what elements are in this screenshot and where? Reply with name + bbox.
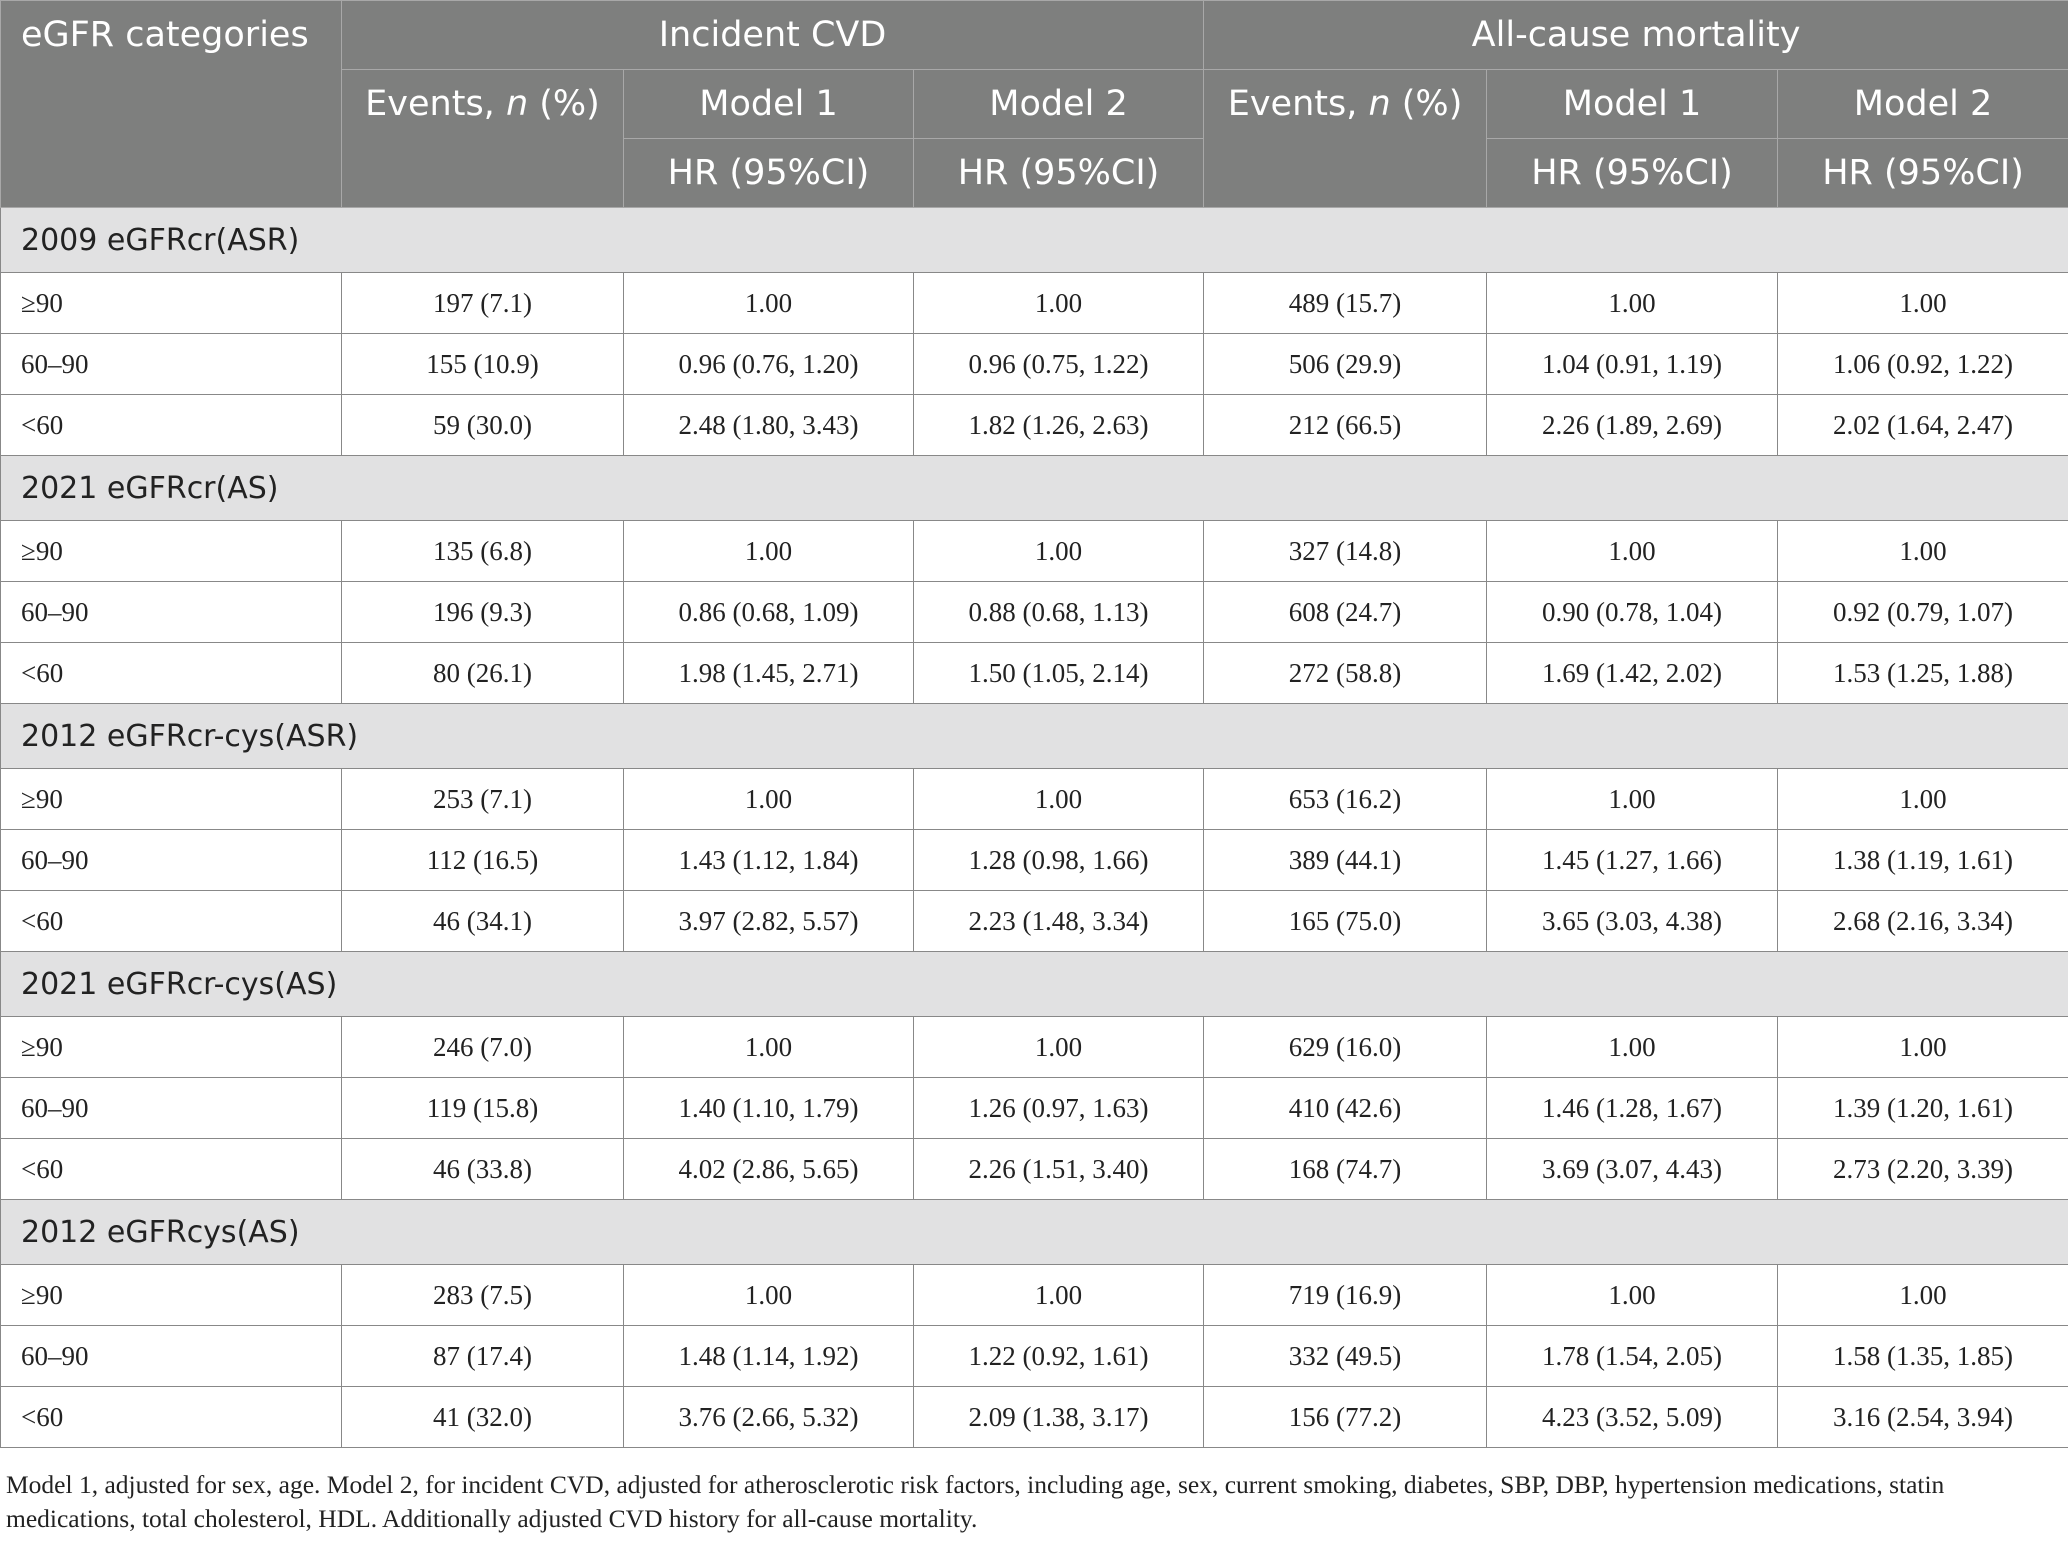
mortality-model1-hr-cell: 1.00 xyxy=(1487,521,1778,582)
cvd-events-cell: 196 (9.3) xyxy=(342,582,624,643)
mortality-model2-hr-cell: 1.06 (0.92, 1.22) xyxy=(1778,334,2068,395)
section-title: 2012 eGFRcr-cys(ASR) xyxy=(1,704,2068,769)
section-title: 2012 eGFRcys(AS) xyxy=(1,1200,2068,1265)
mortality-events-cell: 410 (42.6) xyxy=(1204,1078,1487,1139)
section-title: 2009 eGFRcr(ASR) xyxy=(1,208,2068,273)
cvd-events-cell: 46 (33.8) xyxy=(342,1139,624,1200)
table-row xyxy=(1,273,2068,334)
cvd-model1-hr-cell: 1.43 (1.12, 1.84) xyxy=(624,830,914,891)
header-cvd-model1: Model 1 xyxy=(624,70,914,139)
mortality-model1-hr-cell: 3.65 (3.03, 4.38) xyxy=(1487,891,1778,952)
mortality-events-cell: 506 (29.9) xyxy=(1204,334,1487,395)
mortality-events-cell: 489 (15.7) xyxy=(1204,273,1487,334)
mortality-model1-hr-cell: 1.04 (0.91, 1.19) xyxy=(1487,334,1778,395)
mortality-model2-hr-cell: 2.02 (1.64, 2.47) xyxy=(1778,395,2068,456)
header-incident-cvd: Incident CVD xyxy=(342,1,1204,70)
cvd-model1-hr-cell: 3.97 (2.82, 5.57) xyxy=(624,891,914,952)
cvd-model2-hr-cell: 1.26 (0.97, 1.63) xyxy=(914,1078,1204,1139)
category-cell: ≥90 xyxy=(1,521,342,582)
category-cell: 60–90 xyxy=(1,334,342,395)
category-cell: ≥90 xyxy=(1,273,342,334)
cvd-model2-hr-cell: 2.26 (1.51, 3.40) xyxy=(914,1139,1204,1200)
category-cell: <60 xyxy=(1,395,342,456)
mortality-events-cell: 168 (74.7) xyxy=(1204,1139,1487,1200)
header-cvd-model2: Model 2 xyxy=(914,70,1204,139)
mortality-events-cell: 327 (14.8) xyxy=(1204,521,1487,582)
cvd-model2-hr-cell: 1.00 xyxy=(914,1017,1204,1078)
mortality-model1-hr-cell: 1.00 xyxy=(1487,769,1778,830)
cvd-model1-hr-cell: 1.40 (1.10, 1.79) xyxy=(624,1078,914,1139)
table-row xyxy=(1,1139,2068,1200)
mortality-model2-hr-cell: 3.16 (2.54, 3.94) xyxy=(1778,1387,2068,1448)
header-cvd-model2-hr: HR (95%CI) xyxy=(914,139,1204,208)
mortality-events-cell: 332 (49.5) xyxy=(1204,1326,1487,1387)
mortality-model1-hr-cell: 1.69 (1.42, 2.02) xyxy=(1487,643,1778,704)
header-all-cause-mortality: All-cause mortality xyxy=(1204,1,2068,70)
mortality-events-cell: 165 (75.0) xyxy=(1204,891,1487,952)
category-cell: 60–90 xyxy=(1,1078,342,1139)
category-cell: 60–90 xyxy=(1,830,342,891)
cvd-model2-hr-cell: 1.50 (1.05, 2.14) xyxy=(914,643,1204,704)
section-header-row xyxy=(1,1200,2068,1265)
cvd-model1-hr-cell: 1.00 xyxy=(624,521,914,582)
cvd-model2-hr-cell: 1.00 xyxy=(914,273,1204,334)
mortality-model2-hr-cell: 0.92 (0.79, 1.07) xyxy=(1778,582,2068,643)
mortality-model1-hr-cell: 1.00 xyxy=(1487,1265,1778,1326)
cvd-events-cell: 59 (30.0) xyxy=(342,395,624,456)
header-mortality-model2-hr: HR (95%CI) xyxy=(1778,139,2068,208)
cvd-events-cell: 253 (7.1) xyxy=(342,769,624,830)
mortality-events-cell: 389 (44.1) xyxy=(1204,830,1487,891)
mortality-model2-hr-cell: 1.00 xyxy=(1778,1017,2068,1078)
table-row xyxy=(1,891,2068,952)
mortality-model1-hr-cell: 1.00 xyxy=(1487,273,1778,334)
cvd-model1-hr-cell: 1.00 xyxy=(624,273,914,334)
mortality-model1-hr-cell: 1.78 (1.54, 2.05) xyxy=(1487,1326,1778,1387)
cvd-model1-hr-cell: 2.48 (1.80, 3.43) xyxy=(624,395,914,456)
header-mortality-model2: Model 2 xyxy=(1778,70,2068,139)
mortality-model2-hr-cell: 1.38 (1.19, 1.61) xyxy=(1778,830,2068,891)
cvd-model2-hr-cell: 1.00 xyxy=(914,1265,1204,1326)
cvd-model1-hr-cell: 1.48 (1.14, 1.92) xyxy=(624,1326,914,1387)
cvd-events-cell: 155 (10.9) xyxy=(342,334,624,395)
category-cell: 60–90 xyxy=(1,1326,342,1387)
mortality-model2-hr-cell: 1.53 (1.25, 1.88) xyxy=(1778,643,2068,704)
cvd-model2-hr-cell: 1.28 (0.98, 1.66) xyxy=(914,830,1204,891)
header-cvd-model1-hr: HR (95%CI) xyxy=(624,139,914,208)
cvd-events-cell: 135 (6.8) xyxy=(342,521,624,582)
table-row xyxy=(1,1326,2068,1387)
table-row xyxy=(1,643,2068,704)
cvd-model2-hr-cell: 1.00 xyxy=(914,769,1204,830)
cvd-model2-hr-cell: 1.82 (1.26, 2.63) xyxy=(914,395,1204,456)
table-row xyxy=(1,334,2068,395)
mortality-model2-hr-cell: 1.58 (1.35, 1.85) xyxy=(1778,1326,2068,1387)
cvd-events-cell: 119 (15.8) xyxy=(342,1078,624,1139)
cvd-events-cell: 41 (32.0) xyxy=(342,1387,624,1448)
cvd-model2-hr-cell: 0.88 (0.68, 1.13) xyxy=(914,582,1204,643)
cvd-events-cell: 197 (7.1) xyxy=(342,273,624,334)
table-body xyxy=(1,208,2068,1448)
category-cell: ≥90 xyxy=(1,769,342,830)
cvd-model2-hr-cell: 1.00 xyxy=(914,521,1204,582)
section-header-row xyxy=(1,952,2068,1017)
table-row xyxy=(1,1387,2068,1448)
header-cvd-events: Events, n (%) xyxy=(342,70,624,208)
mortality-model1-hr-cell: 1.00 xyxy=(1487,1017,1778,1078)
mortality-events-cell: 212 (66.5) xyxy=(1204,395,1487,456)
mortality-events-cell: 608 (24.7) xyxy=(1204,582,1487,643)
cvd-model1-hr-cell: 1.00 xyxy=(624,1017,914,1078)
mortality-model1-hr-cell: 1.45 (1.27, 1.66) xyxy=(1487,830,1778,891)
header-mortality-events: Events, n (%) xyxy=(1204,70,1487,208)
mortality-model2-hr-cell: 1.39 (1.20, 1.61) xyxy=(1778,1078,2068,1139)
cvd-model1-hr-cell: 1.00 xyxy=(624,769,914,830)
table-row xyxy=(1,830,2068,891)
mortality-model2-hr-cell: 2.73 (2.20, 3.39) xyxy=(1778,1139,2068,1200)
table-row xyxy=(1,521,2068,582)
cvd-model1-hr-cell: 0.86 (0.68, 1.09) xyxy=(624,582,914,643)
cvd-model2-hr-cell: 2.09 (1.38, 3.17) xyxy=(914,1387,1204,1448)
mortality-model1-hr-cell: 4.23 (3.52, 5.09) xyxy=(1487,1387,1778,1448)
mortality-events-cell: 719 (16.9) xyxy=(1204,1265,1487,1326)
header-mortality-model1-hr: HR (95%CI) xyxy=(1487,139,1778,208)
table-row xyxy=(1,1078,2068,1139)
mortality-model2-hr-cell: 1.00 xyxy=(1778,273,2068,334)
cvd-events-cell: 283 (7.5) xyxy=(342,1265,624,1326)
section-header-row xyxy=(1,456,2068,521)
cvd-model1-hr-cell: 0.96 (0.76, 1.20) xyxy=(624,334,914,395)
category-cell: <60 xyxy=(1,1387,342,1448)
mortality-events-cell: 653 (16.2) xyxy=(1204,769,1487,830)
section-header-row xyxy=(1,704,2068,769)
mortality-model2-hr-cell: 2.68 (2.16, 3.34) xyxy=(1778,891,2068,952)
mortality-model2-hr-cell: 1.00 xyxy=(1778,1265,2068,1326)
mortality-events-cell: 629 (16.0) xyxy=(1204,1017,1487,1078)
cvd-events-cell: 246 (7.0) xyxy=(342,1017,624,1078)
mortality-model1-hr-cell: 1.46 (1.28, 1.67) xyxy=(1487,1078,1778,1139)
table-row xyxy=(1,769,2068,830)
cvd-model1-hr-cell: 4.02 (2.86, 5.65) xyxy=(624,1139,914,1200)
table-row xyxy=(1,395,2068,456)
category-cell: <60 xyxy=(1,643,342,704)
cvd-model1-hr-cell: 3.76 (2.66, 5.32) xyxy=(624,1387,914,1448)
mortality-model1-hr-cell: 2.26 (1.89, 2.69) xyxy=(1487,395,1778,456)
mortality-model2-hr-cell: 1.00 xyxy=(1778,521,2068,582)
cvd-model1-hr-cell: 1.00 xyxy=(624,1265,914,1326)
category-cell: ≥90 xyxy=(1,1017,342,1078)
header-mortality-model1: Model 1 xyxy=(1487,70,1778,139)
table-row xyxy=(1,1017,2068,1078)
header-egfr-categories: eGFR categories xyxy=(1,1,342,208)
section-title: 2021 eGFRcr(AS) xyxy=(1,456,2068,521)
cvd-model2-hr-cell: 1.22 (0.92, 1.61) xyxy=(914,1326,1204,1387)
table-header xyxy=(1,1,2068,208)
table-row xyxy=(1,1265,2068,1326)
cvd-events-cell: 87 (17.4) xyxy=(342,1326,624,1387)
table-footnote: Model 1, adjusted for sex, age. Model 2, for incident CVD, adjusted for atherosclerotic risk factors, including age, sex, current smoking, diabetes, SBP, DBP, hypertension medications, statin medications, total cholesterol, HDL. Additionally adjusted CVD history for all-cause mortality. xyxy=(6,1470,1945,1533)
cvd-events-cell: 46 (34.1) xyxy=(342,891,624,952)
section-header-row xyxy=(1,208,2068,273)
mortality-model1-hr-cell: 0.90 (0.78, 1.04) xyxy=(1487,582,1778,643)
cvd-model2-hr-cell: 2.23 (1.48, 3.34) xyxy=(914,891,1204,952)
category-cell: 60–90 xyxy=(1,582,342,643)
cvd-events-cell: 80 (26.1) xyxy=(342,643,624,704)
cvd-model1-hr-cell: 1.98 (1.45, 2.71) xyxy=(624,643,914,704)
mortality-events-cell: 156 (77.2) xyxy=(1204,1387,1487,1448)
category-cell: ≥90 xyxy=(1,1265,342,1326)
section-title: 2021 eGFRcr-cys(AS) xyxy=(1,952,2068,1017)
category-cell: <60 xyxy=(1,1139,342,1200)
cvd-events-cell: 112 (16.5) xyxy=(342,830,624,891)
category-cell: <60 xyxy=(1,891,342,952)
table-row xyxy=(1,582,2068,643)
mortality-model2-hr-cell: 1.00 xyxy=(1778,769,2068,830)
mortality-model1-hr-cell: 3.69 (3.07, 4.43) xyxy=(1487,1139,1778,1200)
mortality-events-cell: 272 (58.8) xyxy=(1204,643,1487,704)
cvd-model2-hr-cell: 0.96 (0.75, 1.22) xyxy=(914,334,1204,395)
